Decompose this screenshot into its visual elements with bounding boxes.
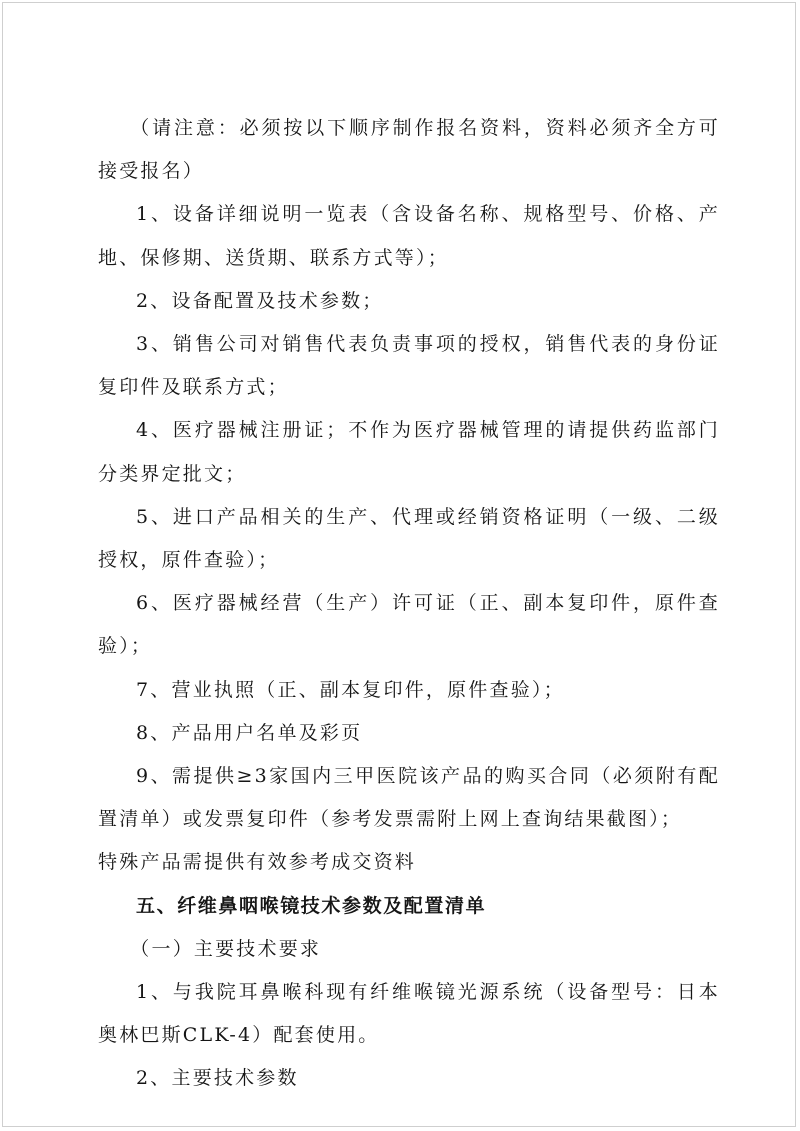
requirement-item: 1、与我院耳鼻喉科现有纤维喉镜光源系统（设备型号：日本奥林巴斯CLK-4）配套使用。 [98, 981, 720, 1047]
document-body [98, 107, 720, 1101]
list-item: 5、进口产品相关的生产、代理或经销资格证明（一级、二级授权，原件查验）； [98, 505, 720, 572]
list-item: 1、设备详细说明一览表（含设备名称、规格型号、价格、产地、保修期、送货期、联系方式等）； [98, 203, 720, 269]
submission-note: （请注意：必须按以下顺序制作报名资料，资料必须齐全方可接受报名） [98, 117, 720, 183]
section-heading: 五、纤维鼻咽喉镜技术参数及配置清单 [136, 894, 487, 917]
list-item: 6、医疗器械经营（生产）许可证（正、副本复印件，原件查验）； [98, 592, 720, 658]
subsection-heading: （一）主要技术要求 [130, 937, 322, 960]
list-item: 9、需提供≥3家国内三甲医院该产品的购买合同（必须附有配置清单）或发票复印件（参考发票需附上网上查询结果截图）； [98, 765, 720, 831]
special-products-note: 特殊产品需提供有效参考成交资料 [98, 851, 417, 874]
list-item: 4、医疗器械注册证；不作为医疗器械管理的请提供药监部门分类界定批文； [98, 419, 720, 485]
list-item: 3、销售公司对销售代表负责事项的授权，销售代表的身份证复印件及联系方式； [98, 333, 720, 399]
requirement-item: 2、主要技术参数 [136, 1067, 299, 1090]
list-item: 8、产品用户名单及彩页 [136, 721, 363, 744]
list-item: 2、设备配置及技术参数； [136, 289, 384, 312]
document-page [2, 2, 796, 1127]
list-item: 7、营业执照（正、副本复印件，原件查验）； [136, 678, 565, 701]
